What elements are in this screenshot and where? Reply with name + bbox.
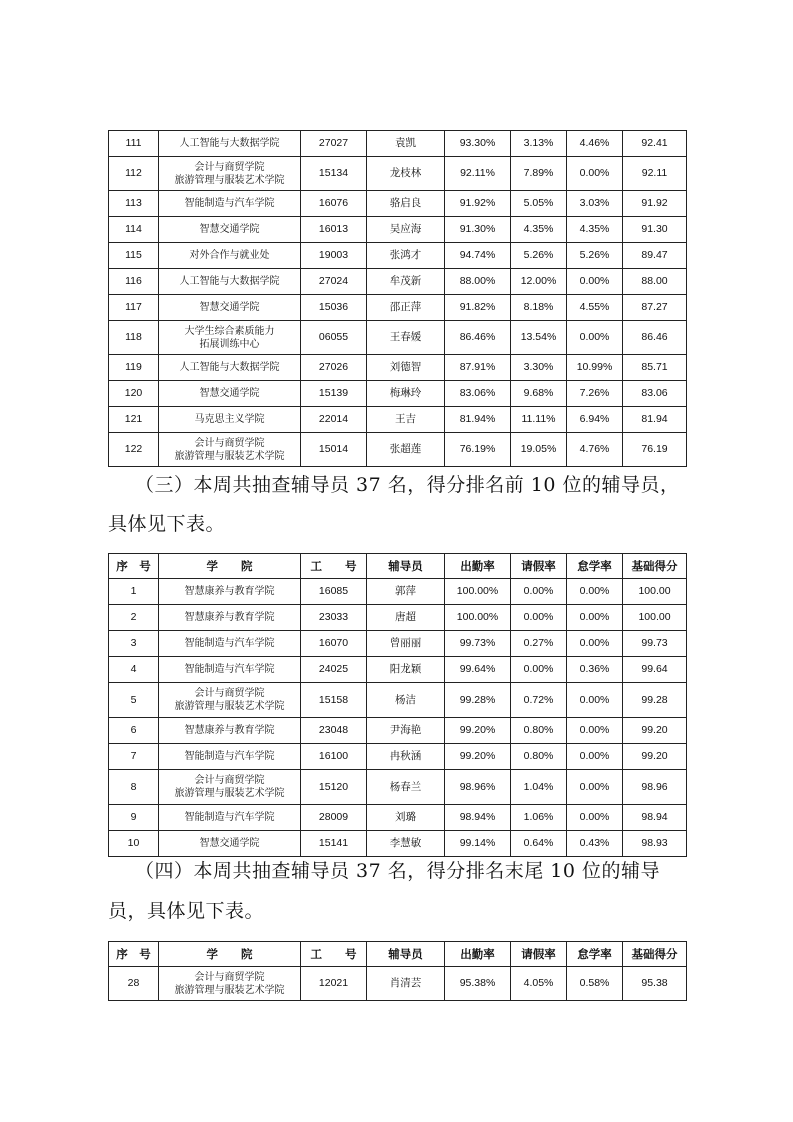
cell-id: 28009 [301, 805, 367, 831]
cell-id: 16013 [301, 217, 367, 243]
cell-rank: 111 [109, 131, 159, 157]
table-row [109, 191, 687, 217]
table-row [109, 433, 687, 467]
cell-leave: 7.89% [511, 157, 567, 191]
cell-attendance: 91.30% [445, 217, 511, 243]
cell-college: 智慧交通学院 [159, 295, 301, 321]
cell-score: 98.96 [623, 770, 687, 805]
cell-absence: 7.26% [567, 381, 623, 407]
cell-absence: 4.35% [567, 217, 623, 243]
header-absence: 怠学率 [567, 554, 623, 579]
cell-id: 27027 [301, 131, 367, 157]
cell-attendance: 91.82% [445, 295, 511, 321]
cell-name: 刘德智 [367, 355, 445, 381]
cell-leave: 8.18% [511, 295, 567, 321]
cell-attendance: 91.92% [445, 191, 511, 217]
table-row [109, 243, 687, 269]
cell-id: 23033 [301, 605, 367, 631]
table-row [109, 657, 687, 683]
cell-score: 92.11 [623, 157, 687, 191]
cell-absence: 0.00% [567, 605, 623, 631]
cell-college: 智慧交通学院 [159, 381, 301, 407]
cell-id: 16085 [301, 579, 367, 605]
cell-name: 冉秋涵 [367, 744, 445, 770]
cell-college: 会计与商贸学院 旅游管理与服装艺术学院 [159, 433, 301, 467]
cell-absence: 4.55% [567, 295, 623, 321]
header-leave: 请假率 [511, 554, 567, 579]
cell-score: 100.00 [623, 605, 687, 631]
cell-college: 智慧康养与教育学院 [159, 605, 301, 631]
cell-absence: 4.46% [567, 131, 623, 157]
cell-score: 99.73 [623, 631, 687, 657]
cell-name: 张鸿才 [367, 243, 445, 269]
cell-absence: 0.00% [567, 157, 623, 191]
cell-score: 76.19 [623, 433, 687, 467]
table-row [109, 381, 687, 407]
cell-name: 李慧敏 [367, 831, 445, 857]
cell-score: 89.47 [623, 243, 687, 269]
cell-score: 81.94 [623, 407, 687, 433]
cell-attendance: 99.14% [445, 831, 511, 857]
table-header-row [109, 942, 687, 967]
cell-attendance: 83.06% [445, 381, 511, 407]
cell-rank: 119 [109, 355, 159, 381]
cell-attendance: 87.91% [445, 355, 511, 381]
cell-name: 王吉 [367, 407, 445, 433]
cell-score: 83.06 [623, 381, 687, 407]
cell-id: 15158 [301, 683, 367, 718]
section4-paragraph [135, 854, 695, 888]
cell-leave: 4.35% [511, 217, 567, 243]
table-row [109, 407, 687, 433]
cell-leave: 3.30% [511, 355, 567, 381]
table-bottom10 [108, 941, 687, 1001]
cell-absence: 0.00% [567, 321, 623, 355]
cell-college: 马克思主义学院 [159, 407, 301, 433]
cell-score: 87.27 [623, 295, 687, 321]
table-row [109, 355, 687, 381]
cell-score: 99.20 [623, 744, 687, 770]
cell-leave: 19.05% [511, 433, 567, 467]
table-row [109, 967, 687, 1001]
cell-id: 15139 [301, 381, 367, 407]
cell-id: 15014 [301, 433, 367, 467]
cell-leave: 5.05% [511, 191, 567, 217]
table-row [109, 683, 687, 718]
cell-college: 会计与商贸学院 旅游管理与服装艺术学院 [159, 683, 301, 718]
cell-id: 15141 [301, 831, 367, 857]
cell-attendance: 99.20% [445, 718, 511, 744]
cell-absence: 0.58% [567, 967, 623, 1001]
cell-name: 阳龙颖 [367, 657, 445, 683]
cell-college: 智慧康养与教育学院 [159, 579, 301, 605]
cell-leave: 4.05% [511, 967, 567, 1001]
section3-line1: （三）本周共抽查辅导员 37 名，得分排名前 10 位的辅导员， [135, 474, 680, 496]
cell-id: 16076 [301, 191, 367, 217]
cell-name: 尹海艳 [367, 718, 445, 744]
cell-rank: 121 [109, 407, 159, 433]
table-bottom10-body [109, 967, 687, 1001]
cell-absence: 0.43% [567, 831, 623, 857]
cell-attendance: 99.28% [445, 683, 511, 718]
cell-attendance: 88.00% [445, 269, 511, 295]
table-row [109, 269, 687, 295]
cell-leave: 0.64% [511, 831, 567, 857]
cell-rank: 6 [109, 718, 159, 744]
header-score: 基础得分 [623, 942, 687, 967]
table-row [109, 805, 687, 831]
cell-college: 大学生综合素质能力 拓展训练中心 [159, 321, 301, 355]
cell-absence: 0.00% [567, 805, 623, 831]
header-rank: 序 号 [109, 554, 159, 579]
cell-rank: 115 [109, 243, 159, 269]
cell-absence: 0.00% [567, 579, 623, 605]
cell-leave: 0.27% [511, 631, 567, 657]
cell-rank: 5 [109, 683, 159, 718]
cell-score: 99.28 [623, 683, 687, 718]
cell-rank: 4 [109, 657, 159, 683]
cell-college: 智能制造与汽车学院 [159, 191, 301, 217]
table-header-row [109, 554, 687, 579]
table-row [109, 217, 687, 243]
header-id: 工 号 [301, 554, 367, 579]
cell-absence: 5.26% [567, 243, 623, 269]
cell-rank: 116 [109, 269, 159, 295]
cell-absence: 0.00% [567, 718, 623, 744]
cell-leave: 13.54% [511, 321, 567, 355]
table-top10 [108, 553, 687, 857]
cell-id: 06055 [301, 321, 367, 355]
cell-id: 16070 [301, 631, 367, 657]
cell-attendance: 98.94% [445, 805, 511, 831]
section3-paragraph [135, 468, 695, 502]
cell-leave: 9.68% [511, 381, 567, 407]
table-row [109, 631, 687, 657]
cell-college: 会计与商贸学院 旅游管理与服装艺术学院 [159, 967, 301, 1001]
cell-name: 杨春兰 [367, 770, 445, 805]
cell-college: 人工智能与大数据学院 [159, 269, 301, 295]
cell-id: 12021 [301, 967, 367, 1001]
header-name: 辅导员 [367, 554, 445, 579]
cell-attendance: 99.20% [445, 744, 511, 770]
cell-name: 张超莲 [367, 433, 445, 467]
cell-attendance: 100.00% [445, 605, 511, 631]
header-score: 基础得分 [623, 554, 687, 579]
cell-id: 24025 [301, 657, 367, 683]
cell-score: 99.20 [623, 718, 687, 744]
cell-rank: 10 [109, 831, 159, 857]
cell-leave: 0.80% [511, 718, 567, 744]
cell-leave: 0.80% [511, 744, 567, 770]
cell-college: 智能制造与汽车学院 [159, 744, 301, 770]
cell-score: 91.92 [623, 191, 687, 217]
cell-college: 智慧交通学院 [159, 217, 301, 243]
cell-college: 智能制造与汽车学院 [159, 657, 301, 683]
cell-rank: 118 [109, 321, 159, 355]
table-row [109, 831, 687, 857]
cell-id: 22014 [301, 407, 367, 433]
cell-name: 袁凯 [367, 131, 445, 157]
cell-leave: 5.26% [511, 243, 567, 269]
cell-absence: 0.00% [567, 631, 623, 657]
table-row [109, 131, 687, 157]
cell-id: 16100 [301, 744, 367, 770]
cell-id: 27026 [301, 355, 367, 381]
cell-leave: 0.00% [511, 605, 567, 631]
cell-score: 91.30 [623, 217, 687, 243]
cell-attendance: 76.19% [445, 433, 511, 467]
header-rank: 序 号 [109, 942, 159, 967]
cell-attendance: 95.38% [445, 967, 511, 1001]
cell-absence: 0.00% [567, 770, 623, 805]
cell-id: 27024 [301, 269, 367, 295]
cell-college: 会计与商贸学院 旅游管理与服装艺术学院 [159, 157, 301, 191]
table-row [109, 744, 687, 770]
cell-rank: 7 [109, 744, 159, 770]
cell-name: 杨洁 [367, 683, 445, 718]
header-leave: 请假率 [511, 942, 567, 967]
table-row [109, 579, 687, 605]
header-college: 学 院 [159, 942, 301, 967]
cell-absence: 10.99% [567, 355, 623, 381]
cell-leave: 0.72% [511, 683, 567, 718]
section4-line2: 员，具体见下表。 [108, 900, 265, 922]
cell-rank: 113 [109, 191, 159, 217]
header-id: 工 号 [301, 942, 367, 967]
header-name: 辅导员 [367, 942, 445, 967]
cell-college: 人工智能与大数据学院 [159, 355, 301, 381]
cell-name: 刘璐 [367, 805, 445, 831]
cell-rank: 112 [109, 157, 159, 191]
cell-name: 王春媛 [367, 321, 445, 355]
cell-absence: 6.94% [567, 407, 623, 433]
section3-paragraph-cont [108, 507, 688, 541]
cell-name: 郭萍 [367, 579, 445, 605]
cell-rank: 117 [109, 295, 159, 321]
cell-score: 95.38 [623, 967, 687, 1001]
cell-leave: 3.13% [511, 131, 567, 157]
table-top10-body [109, 579, 687, 857]
cell-rank: 28 [109, 967, 159, 1001]
cell-name: 唐超 [367, 605, 445, 631]
cell-leave: 0.00% [511, 657, 567, 683]
header-college: 学 院 [159, 554, 301, 579]
section4-paragraph-cont [108, 894, 688, 928]
cell-absence: 4.76% [567, 433, 623, 467]
cell-attendance: 99.64% [445, 657, 511, 683]
cell-name: 吴应海 [367, 217, 445, 243]
cell-score: 98.94 [623, 805, 687, 831]
cell-score: 86.46 [623, 321, 687, 355]
cell-college: 智慧交通学院 [159, 831, 301, 857]
cell-name: 邵正萍 [367, 295, 445, 321]
table-row [109, 605, 687, 631]
section4-line1: （四）本周共抽查辅导员 37 名，得分排名末尾 10 位的辅导 [135, 860, 661, 882]
cell-attendance: 98.96% [445, 770, 511, 805]
header-absence: 怠学率 [567, 942, 623, 967]
cell-leave: 12.00% [511, 269, 567, 295]
cell-name: 梅琳玲 [367, 381, 445, 407]
cell-attendance: 86.46% [445, 321, 511, 355]
table-row [109, 157, 687, 191]
cell-absence: 0.00% [567, 744, 623, 770]
cell-attendance: 99.73% [445, 631, 511, 657]
cell-rank: 3 [109, 631, 159, 657]
table-row [109, 718, 687, 744]
cell-leave: 0.00% [511, 579, 567, 605]
cell-attendance: 93.30% [445, 131, 511, 157]
cell-rank: 1 [109, 579, 159, 605]
cell-leave: 11.11% [511, 407, 567, 433]
cell-rank: 120 [109, 381, 159, 407]
cell-rank: 8 [109, 770, 159, 805]
cell-leave: 1.04% [511, 770, 567, 805]
cell-leave: 1.06% [511, 805, 567, 831]
cell-college: 智慧康养与教育学院 [159, 718, 301, 744]
cell-college: 智能制造与汽车学院 [159, 805, 301, 831]
cell-name: 牟茂新 [367, 269, 445, 295]
cell-name: 龙枝林 [367, 157, 445, 191]
cell-rank: 122 [109, 433, 159, 467]
cell-rank: 9 [109, 805, 159, 831]
cell-id: 15036 [301, 295, 367, 321]
table-continued-body [109, 131, 687, 467]
header-attendance: 出勤率 [445, 942, 511, 967]
cell-absence: 0.00% [567, 683, 623, 718]
cell-attendance: 94.74% [445, 243, 511, 269]
cell-score: 88.00 [623, 269, 687, 295]
cell-attendance: 92.11% [445, 157, 511, 191]
cell-id: 23048 [301, 718, 367, 744]
header-attendance: 出勤率 [445, 554, 511, 579]
cell-absence: 0.36% [567, 657, 623, 683]
section3-line2: 具体见下表。 [108, 513, 226, 535]
table-row [109, 321, 687, 355]
cell-score: 85.71 [623, 355, 687, 381]
cell-score: 92.41 [623, 131, 687, 157]
cell-attendance: 100.00% [445, 579, 511, 605]
cell-score: 98.93 [623, 831, 687, 857]
cell-id: 15120 [301, 770, 367, 805]
table-continued [108, 130, 687, 467]
cell-id: 19003 [301, 243, 367, 269]
table-row [109, 770, 687, 805]
cell-attendance: 81.94% [445, 407, 511, 433]
cell-name: 骆启良 [367, 191, 445, 217]
cell-college: 对外合作与就业处 [159, 243, 301, 269]
cell-absence: 0.00% [567, 269, 623, 295]
cell-college: 智能制造与汽车学院 [159, 631, 301, 657]
cell-college: 人工智能与大数据学院 [159, 131, 301, 157]
cell-rank: 114 [109, 217, 159, 243]
table-row [109, 295, 687, 321]
cell-id: 15134 [301, 157, 367, 191]
cell-name: 肖清芸 [367, 967, 445, 1001]
cell-score: 99.64 [623, 657, 687, 683]
cell-absence: 3.03% [567, 191, 623, 217]
cell-college: 会计与商贸学院 旅游管理与服装艺术学院 [159, 770, 301, 805]
cell-name: 曾丽丽 [367, 631, 445, 657]
cell-rank: 2 [109, 605, 159, 631]
cell-score: 100.00 [623, 579, 687, 605]
